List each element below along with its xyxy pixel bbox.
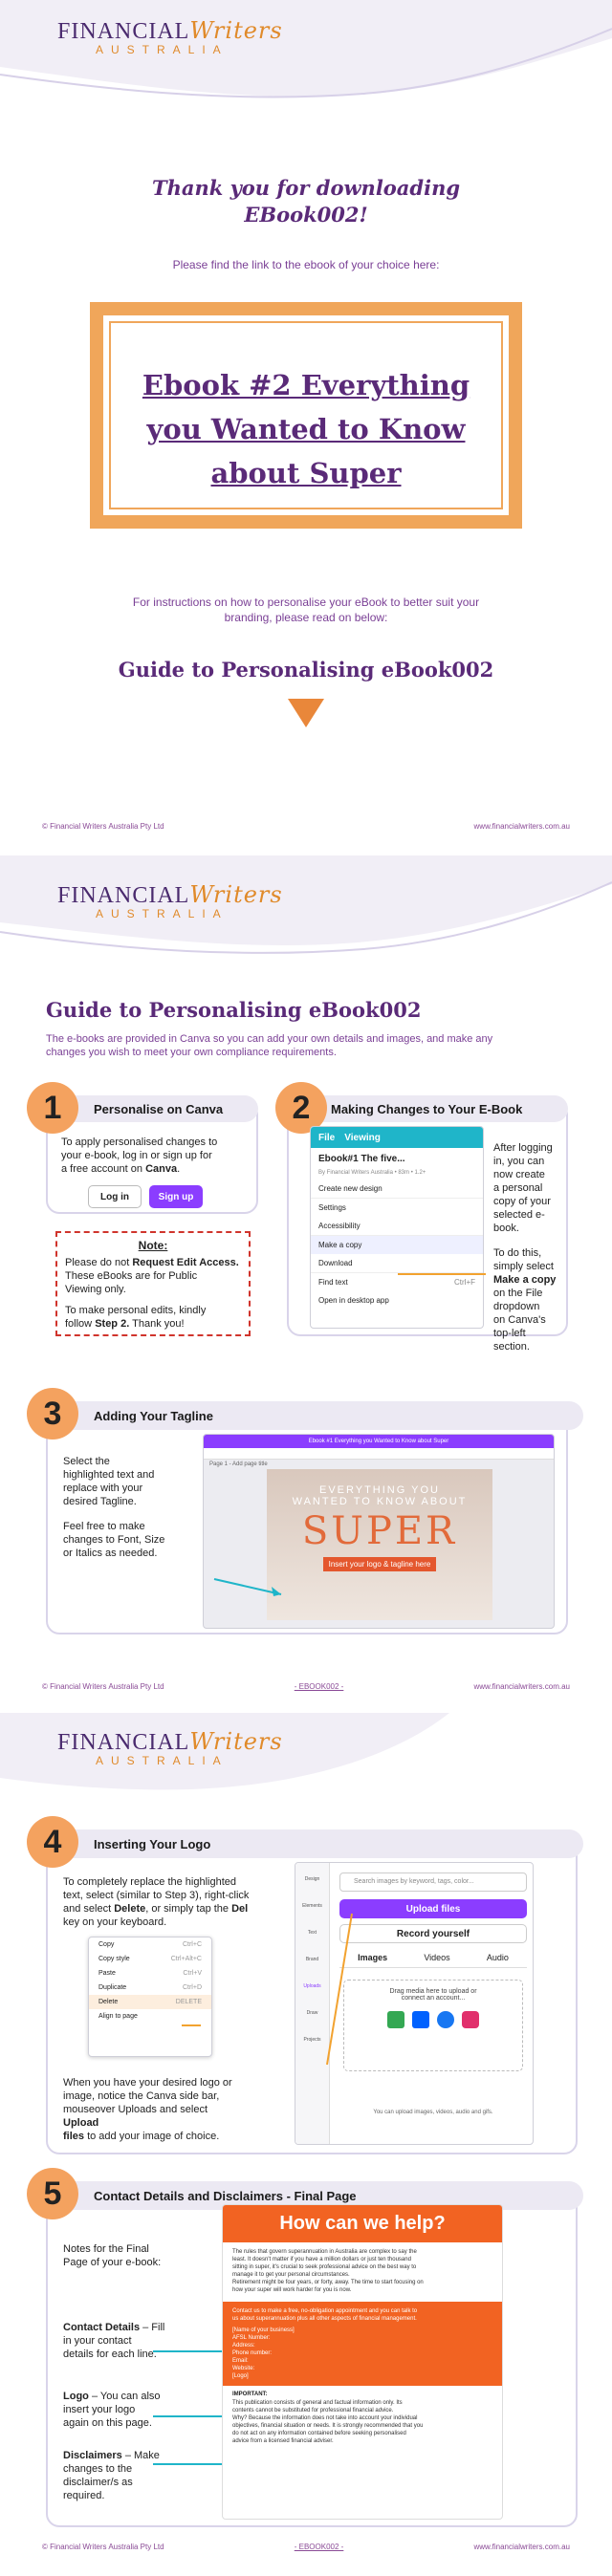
- text-line: do not act on any information contained before seeking personalised: [232, 2431, 406, 2436]
- step2-number: 2: [275, 1082, 327, 1134]
- text-line: The rules that govern superannuation in Australia are complex to say the: [232, 2249, 417, 2255]
- sidebar-item-design[interactable]: Design: [304, 1876, 320, 1882]
- text-line: sitting in super, it's crucial to seek professional advice on the best way to: [232, 2264, 417, 2270]
- file-menu-item[interactable]: Settings: [311, 1198, 483, 1217]
- tab-videos[interactable]: Videos: [424, 1953, 450, 1962]
- ebook-link[interactable]: Ebook #2 Everything you Wanted to Know about Super: [142, 369, 470, 489]
- file-menu-item[interactable]: Open in desktop app: [318, 1296, 389, 1305]
- guide-heading: Guide to Personalising eBook002: [118, 658, 494, 682]
- step5-disclaimers: Disclaimers – Make changes to the disclaimer/s as required.: [63, 2450, 160, 2501]
- step4-title: Inserting Your Logo: [55, 1829, 583, 1858]
- text-line: Select the: [63, 1456, 110, 1467]
- context-menu-item[interactable]: Align to page: [98, 2013, 138, 2020]
- text-line: top-left: [493, 1328, 526, 1339]
- arrow-delete: [182, 2024, 201, 2026]
- file-menu-item[interactable]: Make a copy: [311, 1235, 483, 1254]
- context-menu-item[interactable]: Copy Ctrl+C: [98, 1941, 202, 1948]
- brand-logo-2: FINANCIALWriters AUSTRALIA: [57, 881, 283, 920]
- text-line: mouseover Uploads and select: [63, 2104, 208, 2115]
- text-line: in, you can: [493, 1156, 545, 1167]
- file-menu-item[interactable]: Download: [318, 1259, 353, 1267]
- step4-text2: When you have your desired logo or image, notice the Canva side bar, mouseover Uploads and select Upload files to add your image of choice.: [63, 2077, 232, 2142]
- text-line: Why? Because the information does not take into account your individual: [232, 2415, 418, 2421]
- text-line: on Canva's: [493, 1314, 546, 1326]
- text-line: replace with your: [63, 1483, 143, 1494]
- final-page-mock: How can we help? The rules that govern superannuation in Australia are complex to say the least. It doesn't matter if you have a million dollars or just ten thousand sitting in super, it's crucial to seek professional advice on the best way to manage it to get your personal circumstances. Retirement might be four years, or forty, away. The time to start focusing on how your super will work harder for you is now. Contact us to make a free, no-obligation appointment and you can talk to us about superannuation plus all other aspects of financial management. [Name of your business] AFSL Number: Address: Phone number: Email: Website: [Logo] IMPORTANT: This publication consists of general and factual information only. Its contents cannot be substituted for professional financial advice. Why? Because the information does not take into account your individual objectives, financial situation or needs. It is strongly recommended that you do not act on any information contained before seeking personalised advice from a licensed financial adviser.: [222, 2204, 503, 2520]
- drop-zone[interactable]: Drag media here to upload or connect an account...: [343, 1980, 523, 2071]
- text-line: book.: [493, 1223, 519, 1234]
- step4-text1: To completely replace the highlighted text, select (similar to Step 3), right-click and select Delete, or simply tap the Del key on your keyboard.: [63, 1876, 250, 1928]
- arrow-tagline: [212, 1575, 289, 1598]
- record-yourself-button[interactable]: Record yourself: [339, 1924, 527, 1943]
- step5-number: 5: [27, 2168, 78, 2219]
- step5-title: Contact Details and Disclaimers - Final Page: [55, 2181, 583, 2210]
- text-line: us about superannuation plus all other aspects of financial management.: [232, 2316, 417, 2322]
- step5-notes: [63, 2242, 161, 2269]
- text-line: Page of your e-book:: [63, 2257, 162, 2268]
- text-line: again on this page.: [63, 2417, 152, 2429]
- step3-text: [63, 1455, 164, 1560]
- sidebar-item-draw[interactable]: Draw: [306, 2010, 318, 2016]
- text-line: in your contact: [63, 2335, 132, 2347]
- text-line: Contact us to make a free, no-obligation appointment and you can talk to: [232, 2308, 418, 2314]
- upload-files-button[interactable]: Upload files: [339, 1899, 527, 1918]
- tab-images[interactable]: Images: [358, 1953, 388, 1962]
- text-line: details for each line.: [63, 2349, 157, 2360]
- text-line: image, notice the Canva side bar,: [63, 2090, 220, 2102]
- contact-field: Website:: [232, 2366, 255, 2371]
- text-line: on the File: [493, 1288, 543, 1299]
- contact-field: Address:: [232, 2343, 255, 2349]
- page2-intro: The e-books are provided in Canva so you can add your own details and images, and make any changes you wish to meet your own compliance requirements.: [46, 1033, 493, 1058]
- file-menu-item[interactable]: Find text Ctrl+F: [311, 1272, 483, 1291]
- text-line: Notes for the Final: [63, 2243, 149, 2255]
- context-menu-mock: [88, 1937, 212, 2057]
- brand-logo-3: FINANCIALWriters AUSTRALIA: [57, 1728, 283, 1767]
- text-line: dropdown: [493, 1301, 540, 1312]
- instructions-text: For instructions on how to personalise your eBook to better suit your branding, please read on below:: [132, 595, 480, 624]
- text-line: insert your logo: [63, 2404, 136, 2415]
- facebook-icon[interactable]: [437, 2011, 454, 2028]
- sidebar-item-uploads[interactable]: Uploads: [303, 1983, 321, 1989]
- text-line: selected e-: [493, 1209, 545, 1221]
- file-menu-item[interactable]: Accessibility: [318, 1222, 361, 1230]
- menu-file[interactable]: File: [318, 1132, 336, 1143]
- down-arrow-icon: [288, 699, 324, 727]
- canva-upload-mock: Design Elements Text Brand Uploads Draw Projects Search images by keyword, tags, color... Upload files Record yourself Images Videos Audio Drag media here to upload or connect an account... You can upload images, videos, audio and gifs.: [295, 1862, 534, 2145]
- text-line: desired Tagline.: [63, 1496, 137, 1507]
- contact-field: Phone number:: [232, 2350, 273, 2356]
- text-line: least. It doesn't matter if you have a million dollars or just ten thousand: [232, 2257, 411, 2262]
- file-menu-item[interactable]: Create new design: [318, 1184, 382, 1193]
- tab-audio[interactable]: Audio: [486, 1953, 509, 1962]
- find-link-text: Please find the link to the ebook of your choice here:: [172, 258, 440, 271]
- step2-text: After logging in, you can now create a personal copy of your selected e- book. To do this, simply select Make a copy on the File dropdown on Canva's top-left section.: [493, 1142, 557, 1353]
- ebook-cover: EVERYTHING YOU WANTED TO KNOW ABOUT SUPER Insert your logo & tagline here: [267, 1469, 492, 1620]
- contact-field: Email:: [232, 2358, 249, 2364]
- text-line: Feel free to make: [63, 1521, 145, 1532]
- footer-page3: © Financial Writers Australia Pty Ltd - EBOOK002 - www.financialwriters.com.au: [42, 2543, 570, 2551]
- step5-contact: Contact Details – Fill in your contact details for each line.: [63, 2322, 165, 2360]
- text-line: advice from a licensed financial adviser.: [232, 2438, 334, 2444]
- contact-field: AFSL Number:: [232, 2335, 271, 2341]
- step2-title: Making Changes to Your E-Book: [293, 1095, 568, 1122]
- context-menu-item[interactable]: Paste Ctrl+V: [98, 1970, 202, 1977]
- canva-file-menu-mock: File Viewing Ebook#1 The five... By Financial Writers Australia • 83m • 1.2+ Create new design Settings Accessibility Make a copy Download Find text Ctrl+F Open in desktop app: [310, 1126, 484, 1329]
- text-line: required.: [63, 2490, 105, 2501]
- brand-logo: FINANCIALWriters AUSTRALIA: [57, 17, 283, 56]
- menu-viewing[interactable]: Viewing: [344, 1132, 381, 1143]
- text-line: how your super will work harder for you is now.: [232, 2287, 352, 2293]
- arrows-step5: [153, 2342, 230, 2476]
- sidebar-item-projects[interactable]: Projects: [303, 2037, 321, 2043]
- step4-number: 4: [27, 1816, 78, 1868]
- step1-number: 1: [27, 1082, 78, 1134]
- step5-logo: Logo – You can also insert your logo again on this page.: [63, 2391, 161, 2429]
- arrow-uploads: [323, 1908, 361, 2070]
- text-line: or Italics as needed.: [63, 1548, 158, 1559]
- signup-button[interactable]: Sign up: [149, 1185, 203, 1208]
- page2-heading: Guide to Personalising eBook002: [46, 998, 422, 1022]
- text-line: changes to the: [63, 2463, 133, 2475]
- text-line: simply select: [493, 1261, 554, 1272]
- text-line: copy of your: [493, 1196, 551, 1207]
- step3-number: 3: [27, 1388, 78, 1440]
- text-line: Retirement might be four years, or forty, away. The time to start focusing on: [232, 2280, 424, 2285]
- arrow-make-copy: [398, 1273, 486, 1275]
- footer-page2: © Financial Writers Australia Pty Ltd - EBOOK002 - www.financialwriters.com.au: [42, 1682, 570, 1691]
- text-line: To do this,: [493, 1247, 542, 1259]
- text-line: manage it to get your personal circumstances.: [232, 2272, 350, 2278]
- text-line: After logging: [493, 1142, 553, 1154]
- step3-title: Adding Your Tagline: [55, 1401, 583, 1430]
- note-box: Note: Please do not Request Edit Access. These eBooks are for Public Viewing only. To make personal edits, kindly follow Step 2. Thank you!: [55, 1231, 251, 1336]
- text-line: a personal: [493, 1182, 543, 1194]
- context-menu-item[interactable]: Delete DELETE: [89, 1995, 211, 2009]
- ebook-link-frame: [90, 302, 522, 529]
- dropbox-icon[interactable]: [412, 2011, 429, 2028]
- google-drive-icon[interactable]: [387, 2011, 404, 2028]
- text-line: now create: [493, 1169, 545, 1180]
- text-line: disclaimer/s as: [63, 2477, 133, 2488]
- instagram-icon[interactable]: [462, 2011, 479, 2028]
- search-input[interactable]: Search images by keyword, tags, color...: [339, 1872, 527, 1892]
- login-button[interactable]: Log in: [88, 1185, 142, 1208]
- footer-page1: © Financial Writers Australia Pty Ltd www.financialwriters.com.au: [42, 822, 570, 831]
- tagline-highlight[interactable]: Insert your logo & tagline here: [323, 1557, 437, 1571]
- text-line: section.: [493, 1341, 530, 1353]
- contact-field: [Logo]: [232, 2373, 249, 2379]
- text-line: When you have your desired logo or: [63, 2077, 232, 2089]
- context-menu-item[interactable]: Copy style Ctrl+Alt+C: [98, 1956, 202, 1962]
- context-menu-item[interactable]: Duplicate Ctrl+D: [98, 1984, 202, 1991]
- text-line: objectives, financial situation or needs. It is strongly recommended that you: [232, 2423, 424, 2429]
- step1-body: To apply personalised changes to your e-book, log in or sign up for a free account on Canva.: [61, 1136, 218, 1175]
- sidebar-item-elements[interactable]: Elements: [302, 1903, 322, 1909]
- canva-editor-mock: Ebook #1 Everything you Wanted to Know about Super Page 1 - Add page title EVERYTHING YOU WANTED TO KNOW ABOUT SUPER Insert your logo & tagline here: [203, 1434, 555, 1629]
- sidebar-item-text[interactable]: Text: [307, 1930, 317, 1936]
- text-line: highlighted text and: [63, 1469, 155, 1481]
- text-line: This publication consists of general and factual information only. Its: [232, 2400, 403, 2406]
- contact-block[interactable]: [223, 2302, 502, 2386]
- contact-field: [Name of your business]: [232, 2327, 295, 2333]
- thanks-heading: Thank you for downloading EBook002!: [151, 176, 461, 227]
- text-line: changes to Font, Size: [63, 1534, 165, 1546]
- sidebar-item-brand[interactable]: Brand: [305, 1957, 319, 1962]
- step1-title: Personalise on Canva: [55, 1095, 258, 1122]
- text-line: contents cannot be substituted for professional financial advice.: [232, 2408, 394, 2414]
